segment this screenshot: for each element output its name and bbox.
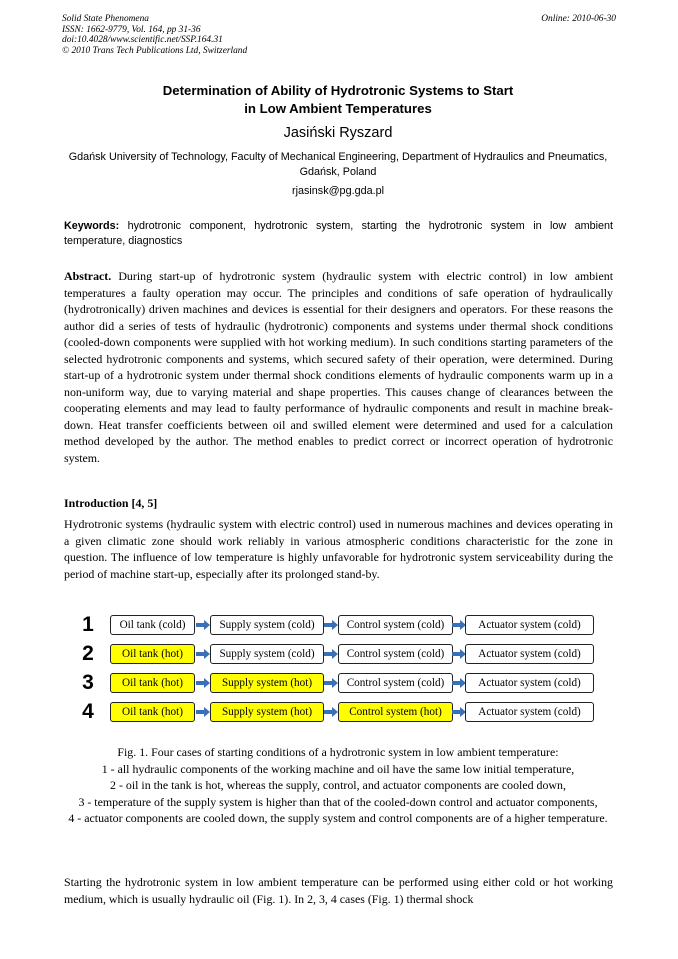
introduction-paragraph: Hydrotronic systems (hydraulic system with electric control) used in numerous machines and devices operating in a given climatic zone should work reliably in various atmospheric conditions characteristic for the zone in question. The influence of low temperature is highly unfavorable for hydrotronic system serviceability during the period of machine start-up, especially after its prolonged stand-by.	[64, 517, 613, 581]
flow-box: Control system (cold)	[338, 673, 453, 693]
keywords	[64, 219, 613, 248]
flow-box: Oil tank (cold)	[110, 615, 195, 635]
flow-arrow-icon	[196, 649, 210, 659]
author: Jasiński Ryszard	[283, 125, 393, 141]
affiliation: Gdańsk University of Technology, Faculty of Mechanical Engineering, Department of Hydraulics and Pneumatics, Gdańsk, Poland	[68, 151, 608, 178]
abstract-text: During start-up of hydrotronic system (hydraulic system with electric control) in low ambient temperatures a faulty operation may occur. The principles and conditions of safe operation of hydraulically (hydrotronically) driven machines and devices is essential for their designers and operators. For these reasons the author did a series of tests of hydraulic (hydrotronic) components and systems under thermal shock conditions (cooled-down components were supplied with hot working medium). In such conditions starting parameters of the selected hydrotronic components and systems, which secured safety of their operation, were determined. During start-up of a hydrotronic system under thermal shock conditions elements of hydraulic components warm up in a non-uniform way, due to varying material and shape properties. This causes change of clearances between the cooperating elements and may lead to faulty performance of hydraulic components and result in machine break-down. Heat transfer coefficients between oil and swilled element were determined and used for a calculation method developed by the author. The method enables to predict correct or incorrect operation of hydrotronic system.	[64, 269, 613, 465]
case-number: 4	[82, 700, 94, 723]
flow-box: Control system (hot)	[338, 702, 453, 722]
issn-line: ISSN: 1662-9779, Vol. 164, pp 31-36	[62, 24, 201, 35]
keywords-label: Keywords:	[64, 220, 120, 232]
doi-line: doi:10.4028/www.scientific.net/SSP.164.31	[62, 35, 223, 45]
flow-box: Control system (cold)	[338, 644, 453, 664]
flow-box: Supply system (hot)	[210, 673, 324, 693]
keywords-text: hydrotronic component, hydrotronic system, starting the hydrotronic system in low ambient temperature, diagnostics	[64, 220, 613, 247]
flow-arrow-icon	[452, 649, 466, 659]
flow-arrow-icon	[452, 620, 466, 630]
figure-1-diagram	[76, 612, 606, 732]
flow-arrow-icon	[324, 620, 338, 630]
flow-arrow-icon	[324, 707, 338, 717]
flow-box: Supply system (cold)	[210, 644, 324, 664]
caption-line: 4 - actuator components are cooled down, the supply system and control components are of a higher temperature.	[68, 811, 608, 825]
flow-box: Supply system (hot)	[210, 702, 324, 722]
case-number: 1	[82, 613, 94, 636]
flow-arrow-icon	[324, 678, 338, 688]
caption-line: 2 - oil in the tank is hot, whereas the supply, control, and actuator components are cooled down,	[110, 778, 566, 792]
copyright-line: © 2010 Trans Tech Publications Ltd, Switzerland	[62, 45, 248, 56]
figure-1-caption	[62, 744, 614, 827]
flow-box: Oil tank (hot)	[110, 702, 195, 722]
flow-box: Actuator system (cold)	[465, 615, 594, 635]
caption-line: Fig. 1. Four cases of starting conditions of a hydrotronic system in low ambient temperature:	[117, 745, 559, 759]
title-line-2: in Low Ambient Temperatures	[244, 100, 432, 116]
journal-name: Solid State Phenomena	[62, 14, 149, 24]
case-number: 3	[82, 671, 94, 694]
online-date: Online: 2010-06-30	[541, 14, 616, 24]
flow-arrow-icon	[324, 649, 338, 659]
body-paragraph: Starting the hydrotronic system in low ambient temperature can be performed using either cold or hot working medium, which is usually hydraulic oil (Fig. 1). In 2, 3, 4 cases (Fig. 1) thermal shock	[64, 875, 613, 906]
title-line-1: Determination of Ability of Hydrotronic Systems to Start	[162, 83, 514, 98]
section-heading-introduction: Introduction [4, 5]	[64, 496, 158, 510]
flow-arrow-icon	[196, 707, 210, 717]
flow-arrow-icon	[452, 707, 466, 717]
flow-box: Oil tank (hot)	[110, 673, 195, 693]
caption-line: 3 - temperature of the supply system is higher than that of the cooled-down control and actuator components,	[78, 794, 598, 809]
flow-arrow-icon	[196, 678, 210, 688]
case-number: 2	[82, 642, 94, 665]
abstract-label: Abstract.	[64, 269, 112, 283]
abstract	[64, 268, 613, 466]
flow-box: Actuator system (cold)	[465, 673, 594, 693]
paper-title	[62, 82, 614, 117]
flow-box: Oil tank (hot)	[110, 644, 195, 664]
header-citation	[62, 14, 247, 56]
flow-box: Actuator system (cold)	[465, 702, 594, 722]
caption-line: 1 - all hydraulic components of the working machine and oil have the same low initial temperature,	[101, 761, 575, 776]
author-email: rjasinsk@pg.gda.pl	[292, 185, 384, 197]
flow-box: Control system (cold)	[338, 615, 453, 635]
flow-box: Actuator system (cold)	[465, 644, 594, 664]
flow-arrow-icon	[452, 678, 466, 688]
flow-box: Supply system (cold)	[210, 615, 324, 635]
flow-arrow-icon	[196, 620, 210, 630]
